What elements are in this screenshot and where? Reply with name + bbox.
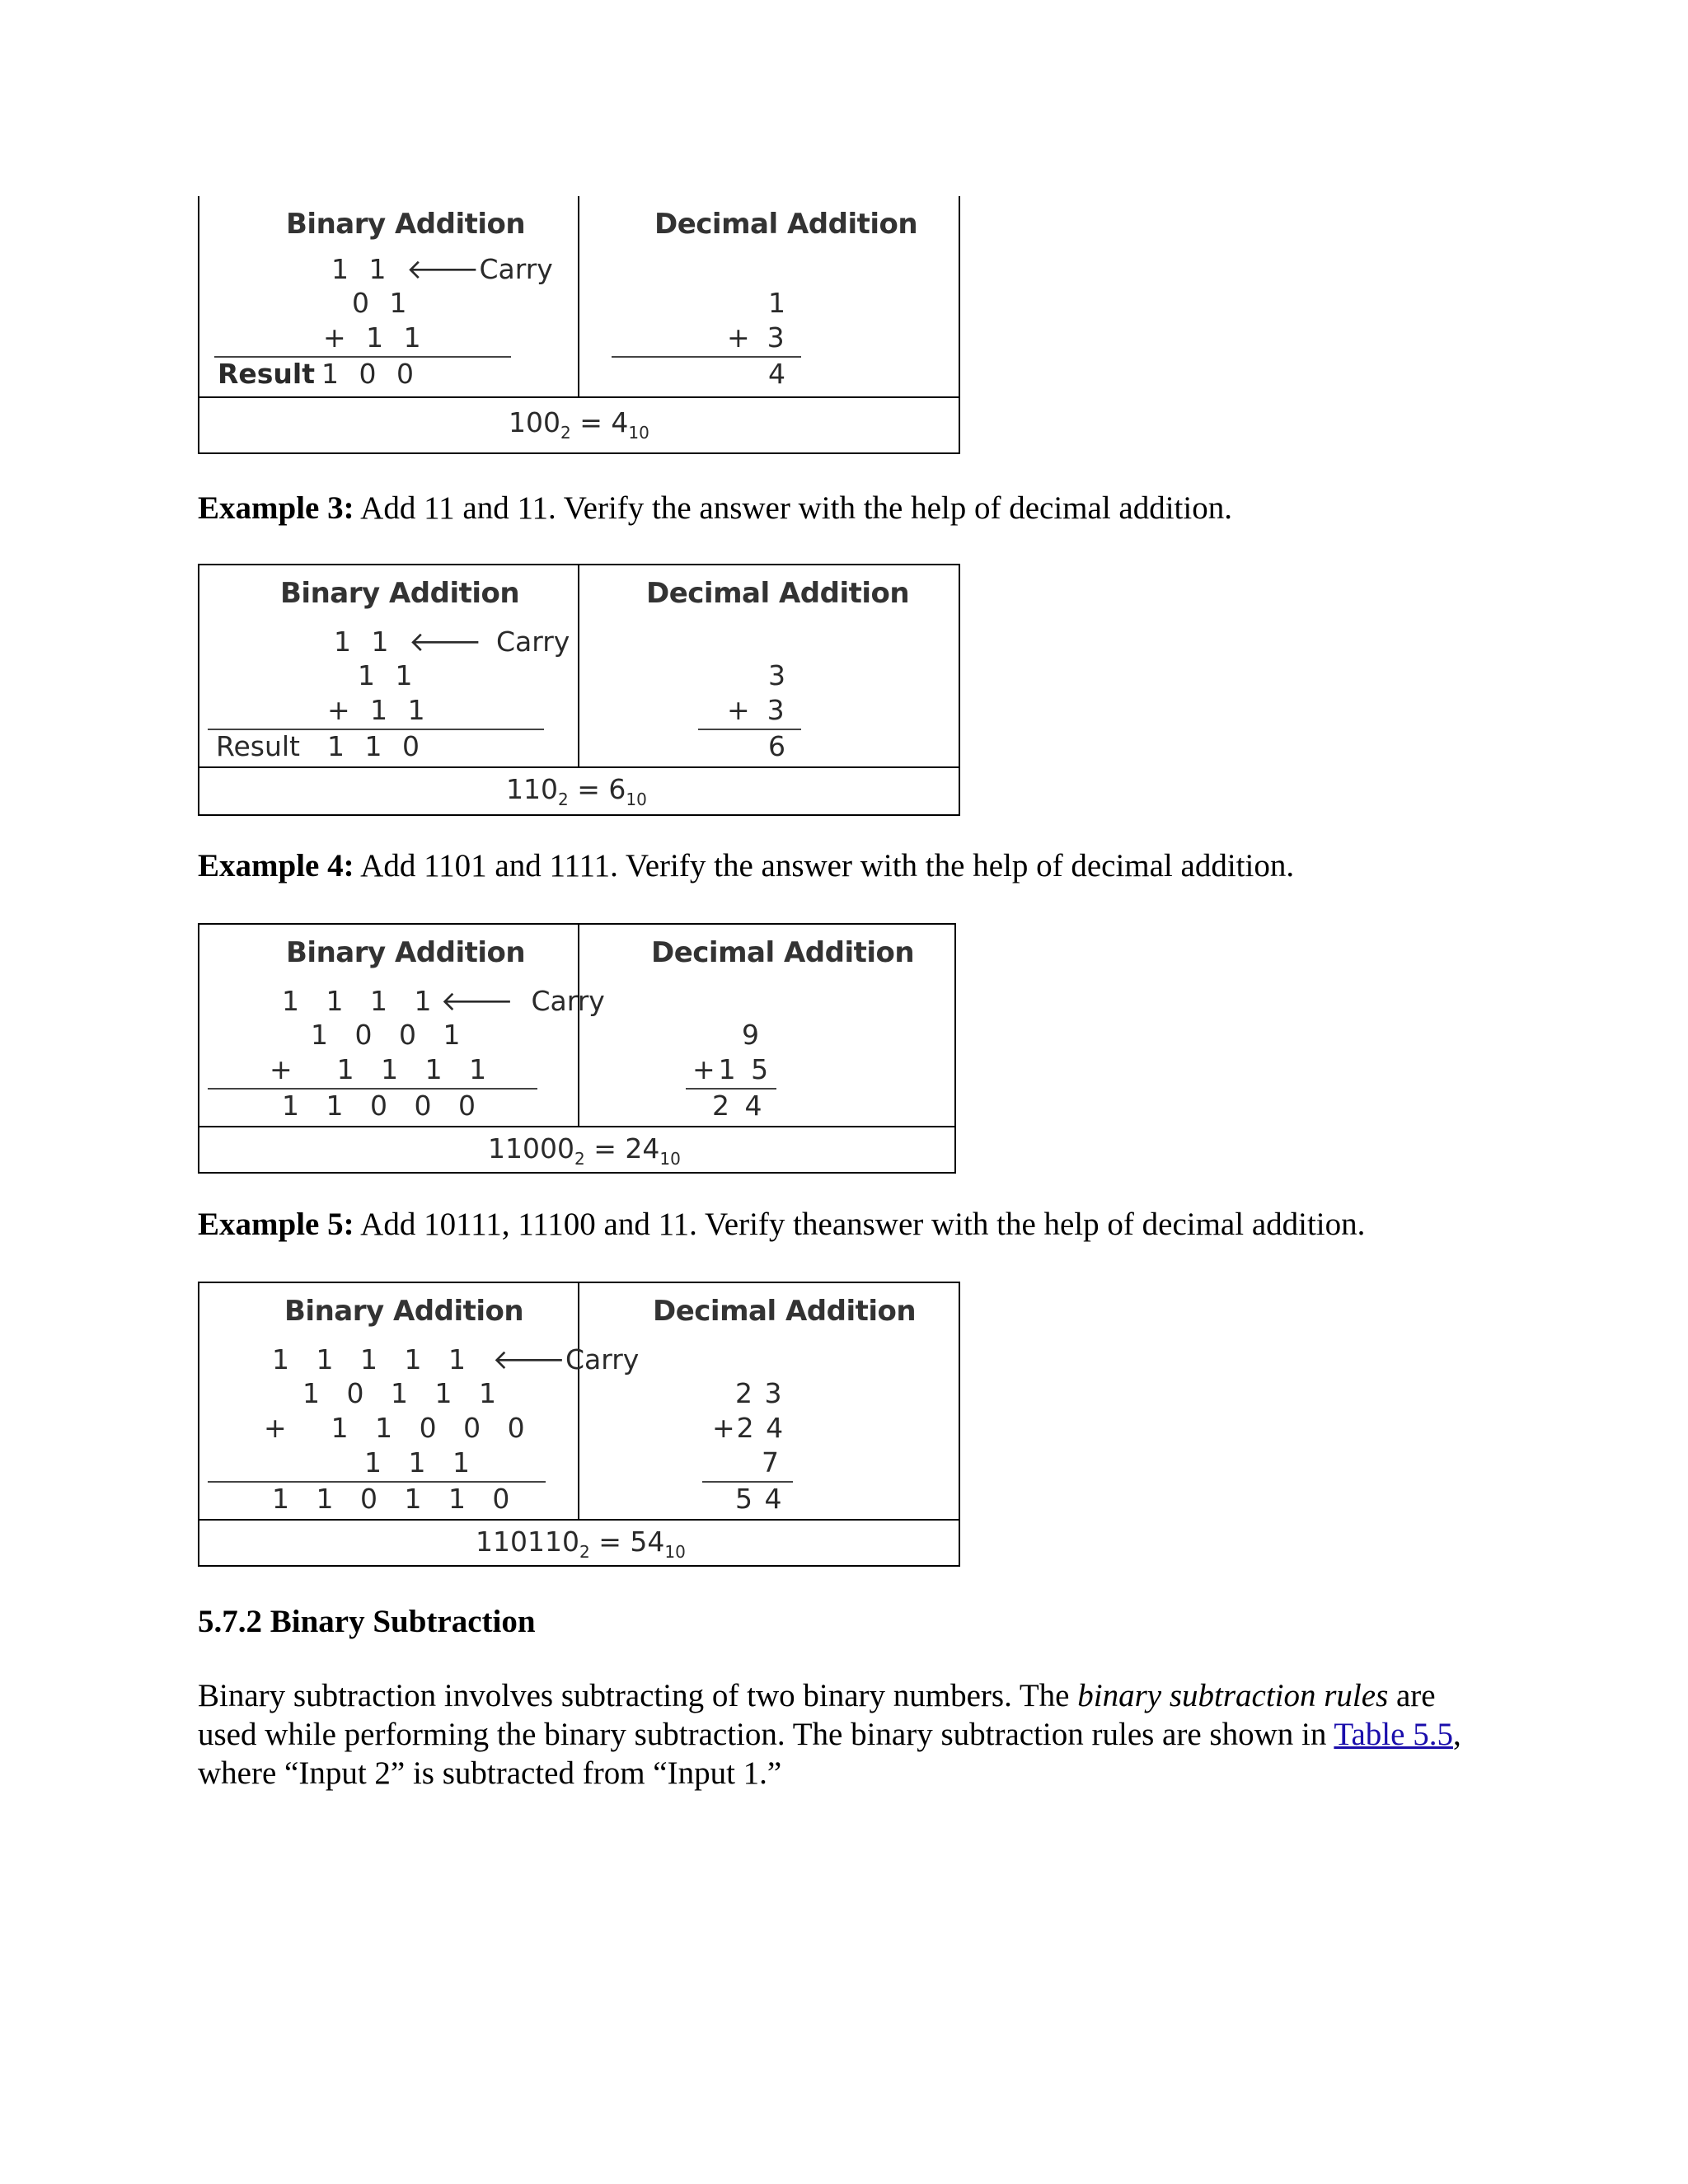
binary-result: 1 1 0 1 1 0	[272, 1483, 519, 1515]
decimal-addition-header: Decimal Addition	[653, 1295, 917, 1328]
binary-operand: 1 0 1 1 1	[302, 1377, 505, 1409]
equivalence: $100_2 = 4_{10}$	[509, 406, 649, 443]
column-divider	[578, 565, 579, 766]
decimal-result: 4	[768, 358, 785, 390]
binary-operand: + 1 1 1 1	[270, 1053, 496, 1085]
binary-operand: 0 1	[352, 287, 413, 319]
binary-operand: 1 1 1	[364, 1446, 479, 1479]
binary-result: 1 0 0	[321, 358, 420, 390]
decimal-operand: 2 3	[735, 1377, 784, 1409]
left-arrow-icon: 🡐	[440, 985, 513, 1017]
carry-label: Carry	[479, 253, 553, 285]
decimal-operand: + 3	[727, 321, 785, 354]
binary-operand: + 1 1	[323, 321, 427, 354]
column-divider	[578, 196, 579, 396]
decimal-operand: 3	[768, 659, 785, 691]
binary-addition-table-1	[198, 196, 960, 454]
binary-addition-header: Binary Addition	[286, 936, 526, 969]
equivalence: $110_2 = 6_{10}$	[506, 773, 647, 809]
left-arrow-icon: 🡐	[406, 253, 480, 285]
decimal-operand: +2 4	[712, 1412, 785, 1444]
decimal-result: 6	[768, 730, 785, 762]
decimal-result: 2 4	[712, 1090, 766, 1122]
carry-digits: 1 1 1 1	[282, 985, 441, 1017]
example-3-text: Example 3: Add 11 and 11. Verify the answer with the help of decimal addition.	[198, 490, 1232, 526]
column-divider	[578, 1283, 579, 1519]
binary-addition-table-2	[198, 564, 960, 816]
binary-operand: 1 0 0 1	[311, 1019, 470, 1051]
binary-operand: + 1 1	[327, 694, 431, 726]
equivalence: $11000_2 = 24_{10}$	[488, 1132, 681, 1169]
decimal-operand: 9	[742, 1019, 759, 1051]
decimal-result: 5 4	[735, 1483, 784, 1515]
binary-addition-table-3	[198, 923, 956, 1174]
column-divider	[578, 925, 579, 1126]
result-label: Result	[218, 358, 316, 390]
section-paragraph: Binary subtraction involves subtracting of two binary numbers. The binary subtraction rules are used while performing the binary subtraction. The binary subtraction rules are shown in Table 5.5, where “Input 2” is subtracted from “Input 1.”	[198, 1678, 1461, 1791]
decimal-operand: +1 5	[692, 1053, 772, 1085]
binary-operand: 1 1	[358, 659, 419, 691]
sum-rule	[698, 729, 801, 730]
binary-result: 1 1 0	[327, 730, 425, 762]
decimal-operand: 7	[762, 1446, 779, 1479]
emphasis-text: binary subtraction rules	[1077, 1678, 1389, 1713]
carry-label: Carry	[565, 1343, 640, 1376]
decimal-operand: + 3	[727, 694, 785, 726]
decimal-addition-header: Decimal Addition	[654, 208, 918, 241]
example-5-text: Example 5: Add 10111, 11100 and 11. Verify theanswer with the help of decimal addition.	[198, 1207, 1366, 1242]
section-heading: 5.7.2 Binary Subtraction	[198, 1604, 536, 1639]
left-arrow-icon: 🡐	[408, 626, 482, 658]
carry-digits: 1 1	[331, 253, 392, 285]
binary-addition-header: Binary Addition	[280, 577, 520, 610]
binary-operand: + 1 1 0 0 0	[264, 1412, 534, 1444]
binary-addition-header: Binary Addition	[284, 1295, 524, 1328]
table-5-5-link[interactable]: Table 5.5	[1334, 1717, 1453, 1752]
equivalence: $110110_2 = 54_{10}$	[476, 1526, 686, 1562]
result-label: Result	[216, 730, 300, 762]
binary-result: 1 1 0 0 0	[282, 1090, 485, 1122]
binary-addition-header: Binary Addition	[286, 208, 526, 241]
left-arrow-icon: 🡐	[492, 1343, 565, 1376]
carry-digits: 1 1	[334, 626, 395, 658]
example-4-text: Example 4: Add 1101 and 1111. Verify the answer with the help of decimal addition.	[198, 848, 1295, 883]
decimal-addition-header: Decimal Addition	[651, 936, 915, 969]
carry-label: Carry	[531, 985, 605, 1017]
binary-addition-table-4	[198, 1282, 960, 1567]
decimal-addition-header: Decimal Addition	[646, 577, 910, 610]
carry-digits: 1 1 1 1 1	[272, 1343, 475, 1376]
decimal-operand: 1	[768, 287, 785, 319]
carry-label: Carry	[495, 626, 570, 658]
